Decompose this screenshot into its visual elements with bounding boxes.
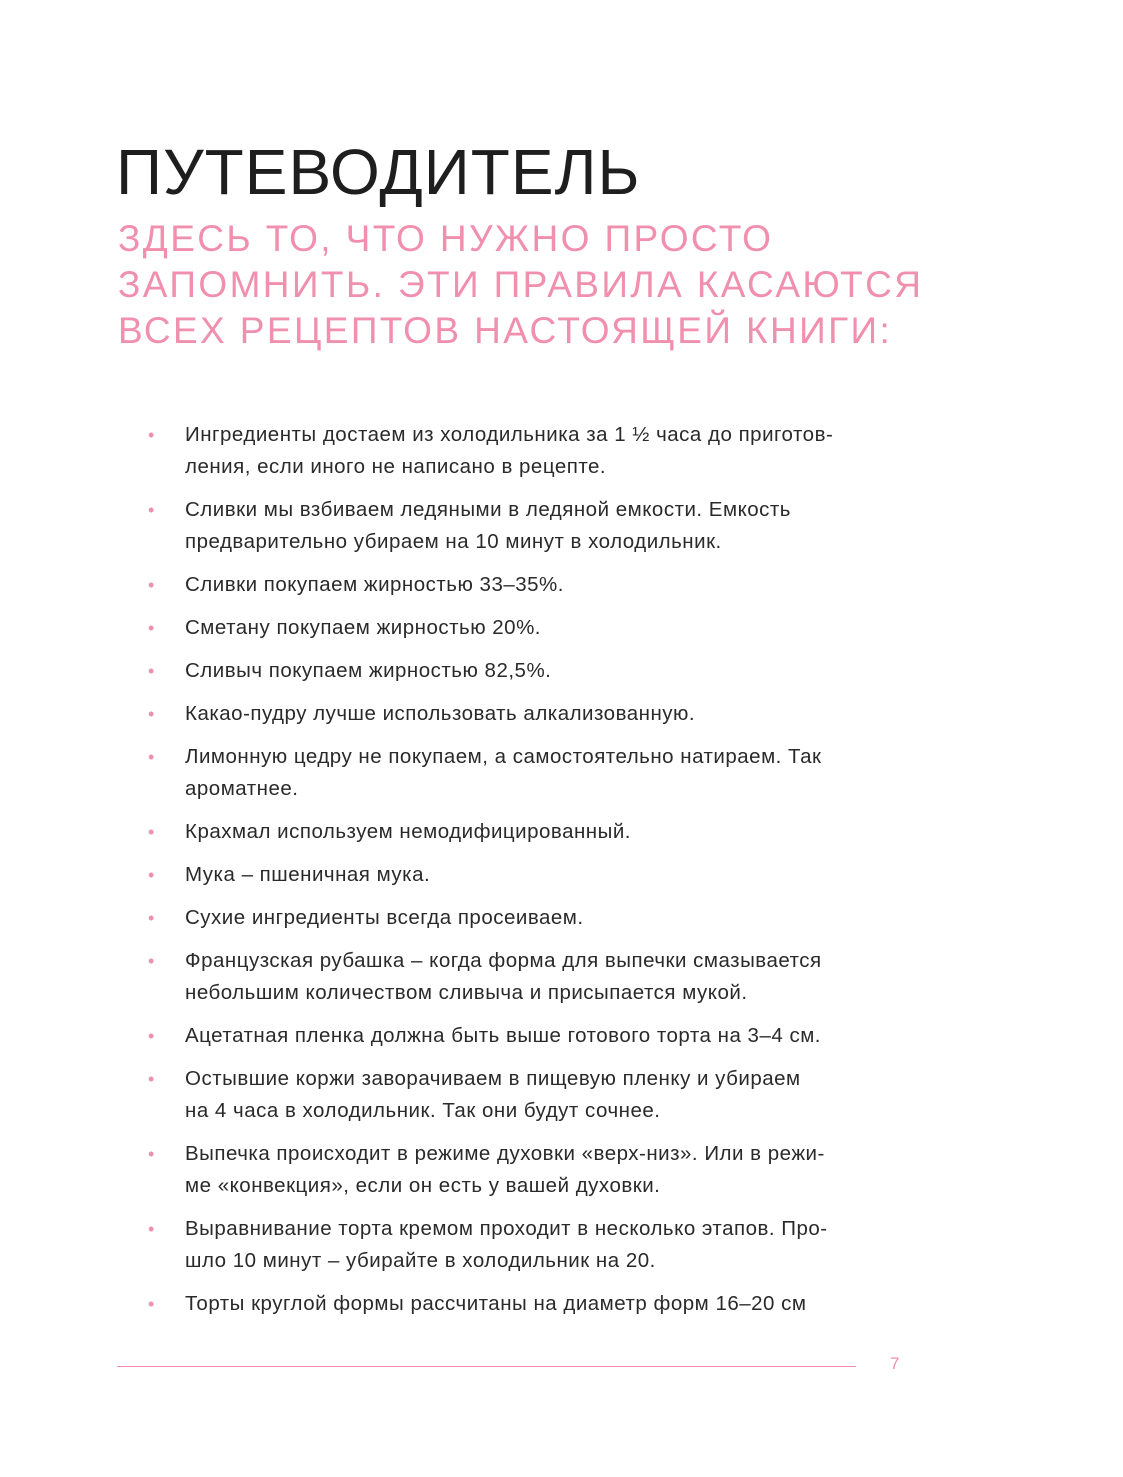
subtitle-line: ЗДЕСЬ ТО, ЧТО НУЖНО ПРОСТО	[118, 218, 774, 259]
list-item	[148, 1138, 948, 1202]
list-item-text: ме «конвекция», если он есть у вашей духовки.	[185, 1174, 661, 1197]
list-item-text: предварительно убираем на 10 минут в холодильник.	[185, 530, 722, 553]
list-item-text: Французская рубашка – когда форма для выпечки смазывается	[185, 949, 822, 972]
bullet-icon: •	[148, 425, 155, 445]
list-item	[148, 612, 948, 644]
bullet-icon: •	[148, 1294, 155, 1314]
bullet-icon: •	[148, 661, 155, 681]
subtitle-line: ЗАПОМНИТЬ. ЭТИ ПРАВИЛА КАСАЮТСЯ	[118, 264, 924, 305]
list-item-text: Сухие ингредиенты всегда просеиваем.	[185, 906, 584, 929]
bullet-icon: •	[148, 747, 155, 767]
bullet-icon: •	[148, 500, 155, 520]
list-item-text: шло 10 минут – убирайте в холодильник на 20.	[185, 1249, 656, 1272]
list-item	[148, 1020, 948, 1052]
list-item-text: Сметану покупаем жирностью 20%.	[185, 616, 541, 639]
list-item	[148, 902, 948, 934]
list-item-text: Сливки мы взбиваем ледяными в ледяной емкости. Емкость	[185, 498, 791, 521]
list-item-text: Торты круглой формы рассчитаны на диаметр форм 16–20 см	[185, 1292, 807, 1315]
list-item-text: Сливыч покупаем жирностью 82,5%.	[185, 659, 552, 682]
bullet-icon: •	[148, 822, 155, 842]
bullet-icon: •	[148, 575, 155, 595]
list-item-text: Выпечка происходит в режиме духовки «верх-низ». Или в режи-	[185, 1142, 825, 1165]
list-item	[148, 1063, 948, 1127]
list-item	[148, 419, 948, 483]
list-item-text: Ингредиенты достаем из холодильника за 1 ½ часа до приготов-	[185, 423, 834, 446]
bullet-icon: •	[148, 1219, 155, 1239]
list-item-text: Сливки покупаем жирностью 33–35%.	[185, 573, 564, 596]
footer-divider	[117, 1366, 856, 1367]
list-item-text: Остывшие коржи заворачиваем в пищевую пленку и убираем	[185, 1067, 801, 1090]
list-item-text: Выравнивание торта кремом проходит в несколько этапов. Про-	[185, 1217, 828, 1240]
list-item-text: на 4 часа в холодильник. Так они будут сочнее.	[185, 1099, 661, 1122]
rules-list	[148, 419, 948, 1331]
bullet-icon: •	[148, 1144, 155, 1164]
bullet-icon: •	[148, 951, 155, 971]
subtitle-line: ВСЕХ РЕЦЕПТОВ НАСТОЯЩЕЙ КНИГИ:	[118, 310, 893, 351]
list-item-text: Крахмал используем немодифицированный.	[185, 820, 631, 843]
list-item-text: небольшим количеством сливыча и присыпается мукой.	[185, 981, 748, 1004]
page-subtitle	[118, 216, 1018, 354]
list-item-text: ароматнее.	[185, 777, 299, 800]
list-item	[148, 816, 948, 848]
list-item	[148, 1213, 948, 1277]
bullet-icon: •	[148, 704, 155, 724]
page-title: ПУТЕВОДИТЕЛЬ	[116, 136, 641, 208]
list-item	[148, 494, 948, 558]
bullet-icon: •	[148, 618, 155, 638]
list-item-text: Какао-пудру лучше использовать алкализованную.	[185, 702, 696, 725]
list-item	[148, 698, 948, 730]
list-item-text: Ацетатная пленка должна быть выше готового торта на 3–4 см.	[185, 1024, 821, 1047]
list-item-text: Лимонную цедру не покупаем, а самостоятельно натираем. Так	[185, 745, 822, 768]
list-item	[148, 945, 948, 1009]
list-item-text: Мука – пшеничная мука.	[185, 863, 431, 886]
bullet-icon: •	[148, 908, 155, 928]
list-item	[148, 655, 948, 687]
bullet-icon: •	[148, 865, 155, 885]
list-item	[148, 1288, 948, 1320]
page-number: 7	[890, 1354, 900, 1373]
list-item-text: ления, если иного не написано в рецепте.	[185, 455, 607, 478]
list-item	[148, 569, 948, 601]
list-item	[148, 741, 948, 805]
list-item	[148, 859, 948, 891]
bullet-icon: •	[148, 1026, 155, 1046]
bullet-icon: •	[148, 1069, 155, 1089]
